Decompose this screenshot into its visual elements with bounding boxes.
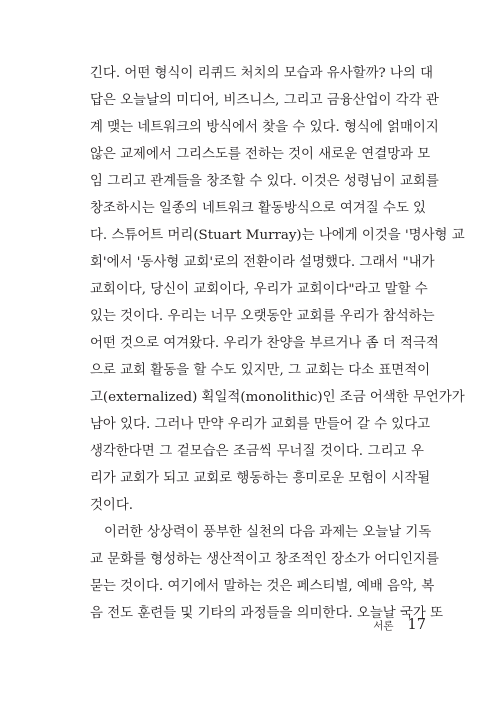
text-line: 교회이다, 당신이 교회이다, 우리가 교회이다"라고 말할 수 — [90, 282, 428, 297]
text-line: 계 맺는 네트워크의 방식에서 찾을 수 있다. 형식에 얽매이지 — [90, 120, 439, 135]
text-line: 답은 오늘날의 미디어, 비즈니스, 그리고 금융산업이 각각 관 — [90, 93, 439, 108]
text-line: 교 문화를 형성하는 생산적이고 창조적인 장소가 어디인지를 — [90, 552, 439, 567]
text-line: 어떤 것으로 여겨왔다. 우리가 찬양을 부르거나 좀 더 적극적 — [90, 336, 439, 351]
page-number: 17 — [407, 617, 426, 633]
paragraph-first-line: 이러한 상상력이 풍부한 실천의 다음 과제는 오늘날 기독 — [104, 525, 432, 540]
text-line: 생각한다면 그 겉모습은 조금씩 무너질 것이다. 그리고 우 — [90, 444, 424, 459]
text-line: 임 그리고 관계들을 창조할 수 있다. 이것은 성령님이 교회를 — [90, 174, 439, 189]
text-line: 회'에서 '동사형 교회'로의 전환이라 설명했다. 그래서 "내가 — [90, 255, 435, 270]
text-line: 것이다. — [90, 498, 134, 513]
text-line: 묻는 것이다. 여기에서 말하는 것은 페스티벌, 예배 음악, 복 — [90, 579, 435, 594]
running-head: 서론 — [373, 620, 394, 632]
text-line: 다. 스튜어트 머리(Stuart Murray)는 나에게 이것을 '명사형 교 — [90, 228, 465, 243]
text-line: 음 전도 훈련들 및 기타의 과정들을 의미한다. 오늘날 국가 또 — [90, 606, 444, 621]
text-line: 남아 있다. 그러나 만약 우리가 교회를 만들어 갈 수 있다고 — [90, 417, 431, 432]
text-line: 으로 교회 활동을 할 수도 있지만, 그 교회는 다소 표면적이 — [90, 363, 431, 378]
text-line: 고(externalized) 획일적(monolithic)인 조금 어색한 무언가가 — [90, 390, 465, 405]
text-line: 창조하시는 일종의 네트워크 활동방식으로 여겨질 수도 있 — [90, 201, 426, 216]
page-footer — [373, 617, 426, 637]
text-line: 긴다. 어떤 형식이 리퀴드 처치의 모습과 유사할까? 나의 대 — [90, 66, 433, 81]
text-line: 않은 교제에서 그리스도를 전하는 것이 새로운 연결망과 모 — [90, 147, 431, 162]
text-line: 있는 것이다. 우리는 너무 오랫동안 교회를 우리가 참석하는 — [90, 309, 435, 324]
text-line: 리가 교회가 되고 교회로 행동하는 흥미로운 모험이 시작될 — [90, 471, 431, 486]
